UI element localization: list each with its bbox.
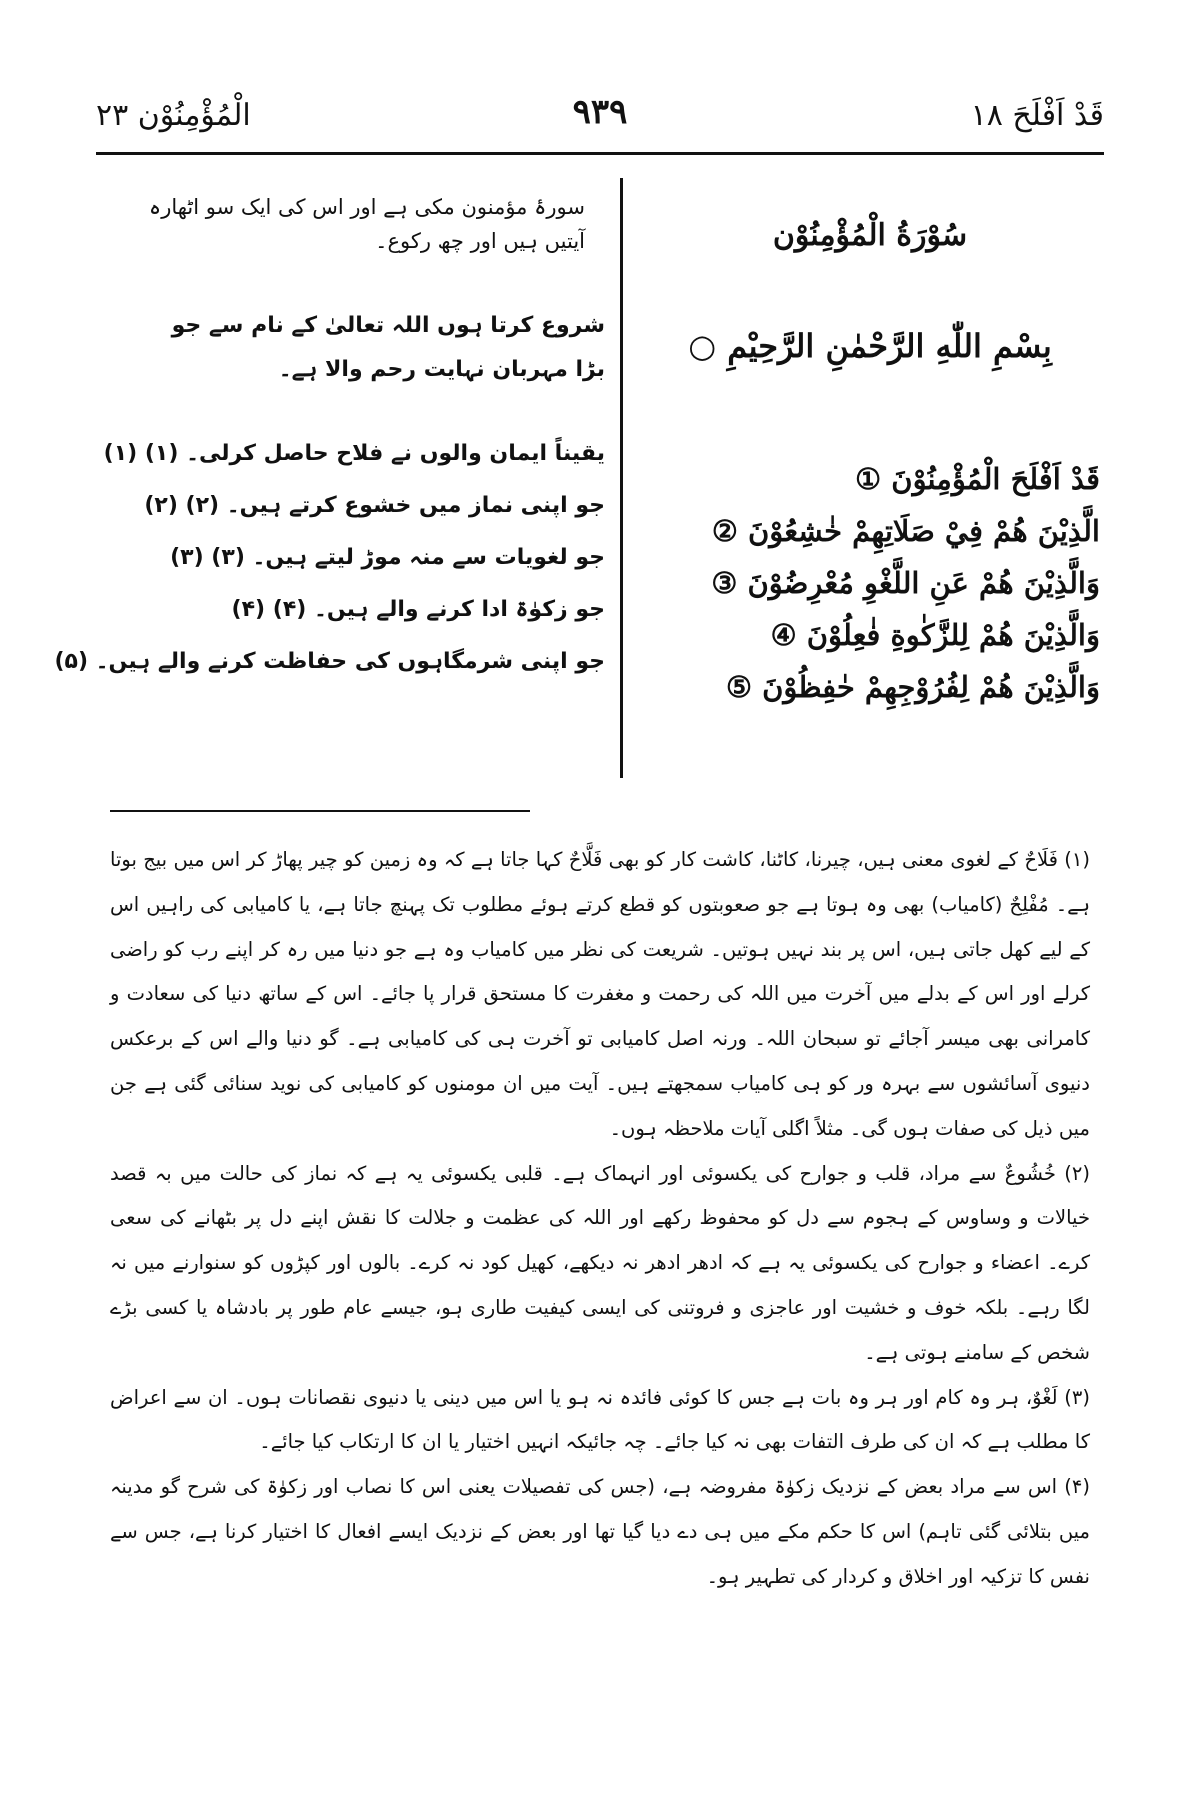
footnotes (110, 838, 1090, 1600)
footnote-2: (۲) خُشُوعٌ سے مراد، قلب و جوارح کی یکسوئی اور انہماک ہے۔ قلبی یکسوئی یہ ہے کہ نماز کی حالت میں بہ قصد خیالات و وساوس کے ہجوم سے دل کو محفوظ رکھے اور اللہ کی عظمت و جلالت کا نقش اپنے دل پر بٹھانے کی سعی کرے۔ اعضاء و جوارح کی یکسوئی یہ ہے کہ ادھر ادھر نہ دیکھے، کھیل کود نہ کرے۔ بالوں اور کپڑوں کو سنوارنے میں نہ لگا رہے۔ بلکہ خوف و خشیت اور عاجزی و فروتنی کی ایسی کیفیت طاری ہو، جیسے عام طور پر بادشاہ یا کسی بڑے شخص کے سامنے ہوتی ہے۔ (110, 1161, 1090, 1364)
translation-5: جو اپنی شرمگاہوں کی حفاظت کرنے والے ہیں۔ (۵) (54, 649, 605, 674)
verse-1: قَدْ اَفْلَحَ الْمُؤْمِنُوْنَ ① (855, 462, 1100, 496)
translation-4: جو زکوٰۃ ادا کرنے والے ہیں۔ (۴) (۴) (231, 597, 605, 622)
surah-label: الْمُؤْمِنُوْن ٢٣ (96, 98, 251, 133)
footnote-1: (۱) فَلَاحٌ کے لغوی معنی ہیں، چیرنا، کاٹنا، کاشت کار کو بھی فَلَّاحٌ کہا جاتا ہے کہ وہ زمین کو چیر پھاڑ کر اس میں بیج بوتا ہے۔ مُفْلِحٌ (کامیاب) بھی وہ ہوتا ہے جو صعوبتوں کو قطع کرتے ہوئے مطلوب تک پہنچ جاتا ہے، یا کامیابی کی راہیں اس کے لیے کھل جاتی ہیں، اس پر بند نہیں ہوتیں۔ شریعت کی نظر میں کامیاب وہ ہے جو دنیا میں رہ کر اپنے رب کو راضی کرلے اور اس کے بدلے میں آخرت میں اللہ کی رحمت و مغفرت کا مستحق قرار پا جائے۔ اس کے ساتھ دنیا کی سعادت و کامرانی بھی میسر آجائے تو سبحان اللہ۔ ورنہ اصل کامیابی تو آخرت ہی کی کامیابی ہے۔ گو دنیا والے اس کے برعکس دنیوی آسائشوں سے بہرہ ور کو ہی کامیاب سمجھتے ہیں۔ آیت میں ان مومنوں کو کامیابی کی نوید سنائی گئی ہے جن میں ذیل کی صفات ہوں گی۔ مثلاً اگلی آیات ملاحظہ ہوں۔ (110, 848, 1090, 1140)
page-number: ٩٣٩ (572, 92, 628, 132)
column-divider (620, 178, 623, 778)
page-header (96, 92, 1104, 144)
verse-4: وَالَّذِيْنَ هُمْ لِلزَّكٰوةِ فٰعِلُوْنَ ④ (770, 618, 1100, 652)
bismillah: بِسْمِ اللّٰهِ الرَّحْمٰنِ الرَّحِيْمِ ○ (688, 327, 1052, 365)
juz-label: قَدْ اَفْلَحَ ١٨ (970, 98, 1104, 133)
translation-2: جو اپنی نماز میں خشوع کرتے ہیں۔ (۲) (۲) (144, 493, 605, 518)
verse-list (640, 453, 1100, 713)
verse-3: وَالَّذِيْنَ هُمْ عَنِ اللَّغْوِ مُعْرِضُوْنَ ③ (711, 566, 1100, 600)
arabic-column (640, 190, 1100, 713)
surah-title: سُوْرَةُ الْمُؤْمِنُوْن (772, 218, 968, 253)
footnote-4: (۴) اس سے مراد بعض کے نزدیک زکوٰۃ مفروضہ ہے، (جس کی تفصیلات یعنی اس کا نصاب اور زکوٰۃ کی شرح گو مدینہ میں بتلائی گئی تاہم) اس کا حکم مکے میں ہی دے دیا گیا تھا اور بعض کے نزدیک ایسے افعال کا اختیار کرنا ہے، جس سے نفس کا تزکیہ اور اخلاق و کردار کی تطہیر ہو۔ (110, 1475, 1090, 1588)
surah-intro: سورۂ مؤمنون مکی ہے اور اس کی ایک سو اٹھارہ آیتیں ہیں اور چھ رکوع۔ (148, 195, 585, 253)
footnote-3: (۳) لَغْوٌ، ہر وہ کام اور ہر وہ بات ہے جس کا کوئی فائدہ نہ ہو یا اس میں دینی یا دنیوی نقصانات ہوں۔ ان سے اعراض کا مطلب ہے کہ ان کی طرف التفات بھی نہ کیا جائے۔ چہ جائیکہ انہیں اختیار یا ان کا ارتکاب کیا جائے۔ (110, 1385, 1090, 1454)
verse-2: الَّذِيْنَ هُمْ فِيْ صَلَاتِهِمْ خٰشِعُوْنَ ② (711, 514, 1100, 548)
verse-5: وَالَّذِيْنَ هُمْ لِفُرُوْجِهِمْ حٰفِظُوْنَ ⑤ (725, 670, 1100, 704)
translation-1: یقیناً ایمان والوں نے فلاح حاصل کرلی۔ (۱) (۱) (103, 441, 605, 466)
header-divider (96, 152, 1104, 155)
urdu-column (54, 190, 605, 688)
bismillah-translation: شروع کرتا ہوں اللہ تعالیٰ کے نام سے جو بڑا مہربان نہایت رحم والا ہے۔ (171, 313, 605, 382)
translation-3: جو لغویات سے منہ موڑ لیتے ہیں۔ (۳) (۳) (170, 545, 605, 570)
footnote-divider (110, 810, 530, 812)
translation-list (54, 428, 605, 688)
